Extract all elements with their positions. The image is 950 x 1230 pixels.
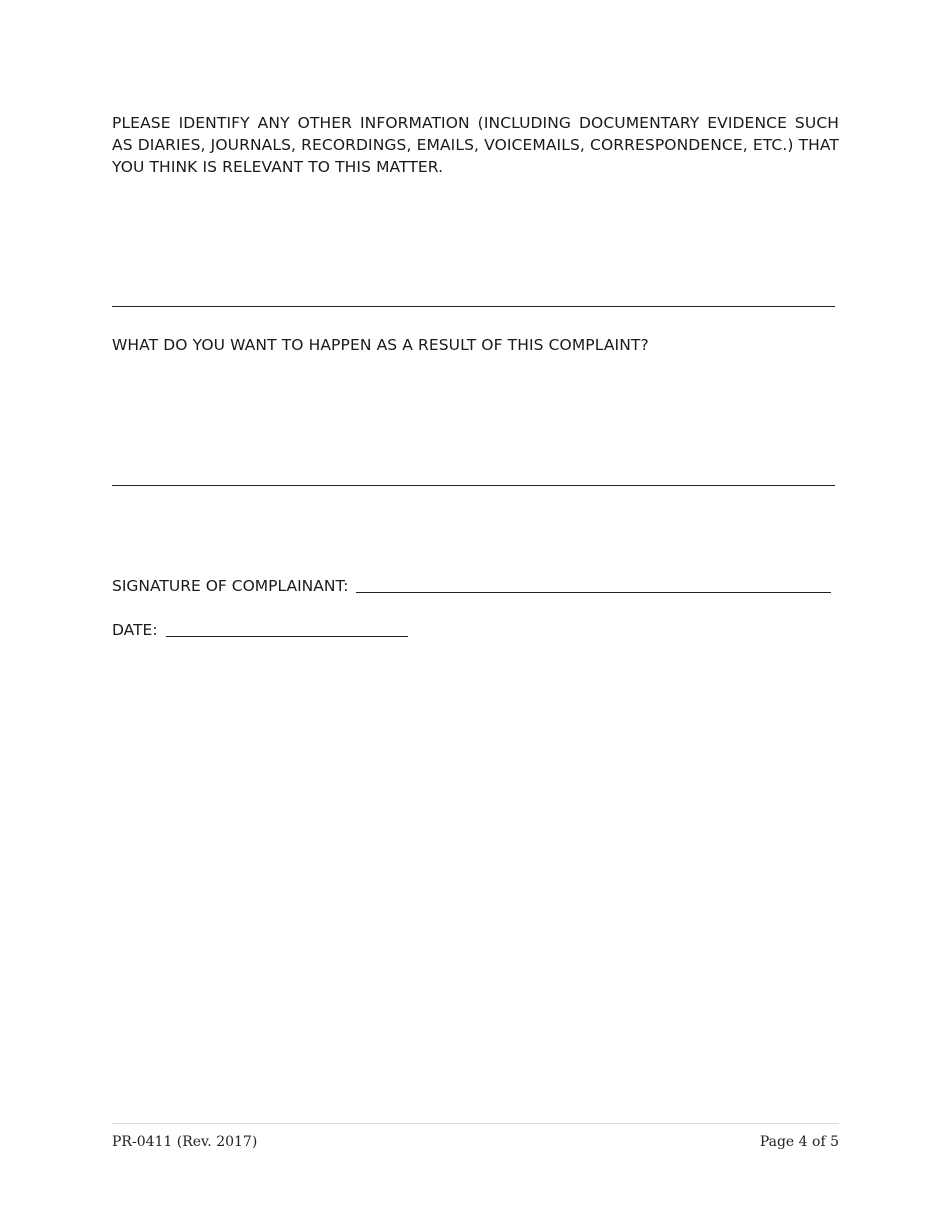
- other-information-answer-line[interactable]: [112, 306, 835, 307]
- signature-label: SIGNATURE OF COMPLAINANT:: [112, 577, 349, 595]
- desired-outcome-answer-line[interactable]: [112, 485, 835, 486]
- date-row: [112, 620, 408, 640]
- signature-row: [112, 576, 831, 596]
- signature-field[interactable]: [356, 592, 831, 593]
- other-information-question: PLEASE IDENTIFY ANY OTHER INFORMATION (INCLUDING DOCUMENTARY EVIDENCE SUCH AS DIARIES, JOURNALS, RECORDINGS, EMAILS, VOICEMAILS, CORRESPONDENCE, ETC.) THAT YOU THINK IS RELEVANT TO THIS MATTER.: [112, 114, 839, 176]
- date-label: DATE:: [112, 621, 158, 639]
- footer-divider: [112, 1123, 839, 1124]
- desired-outcome-question: WHAT DO YOU WANT TO HAPPEN AS A RESULT OF THIS COMPLAINT?: [112, 336, 649, 354]
- date-field[interactable]: [166, 636, 408, 637]
- form-number: PR-0411 (Rev. 2017): [112, 1134, 258, 1150]
- page-indicator: Page 4 of 5: [759, 1134, 839, 1150]
